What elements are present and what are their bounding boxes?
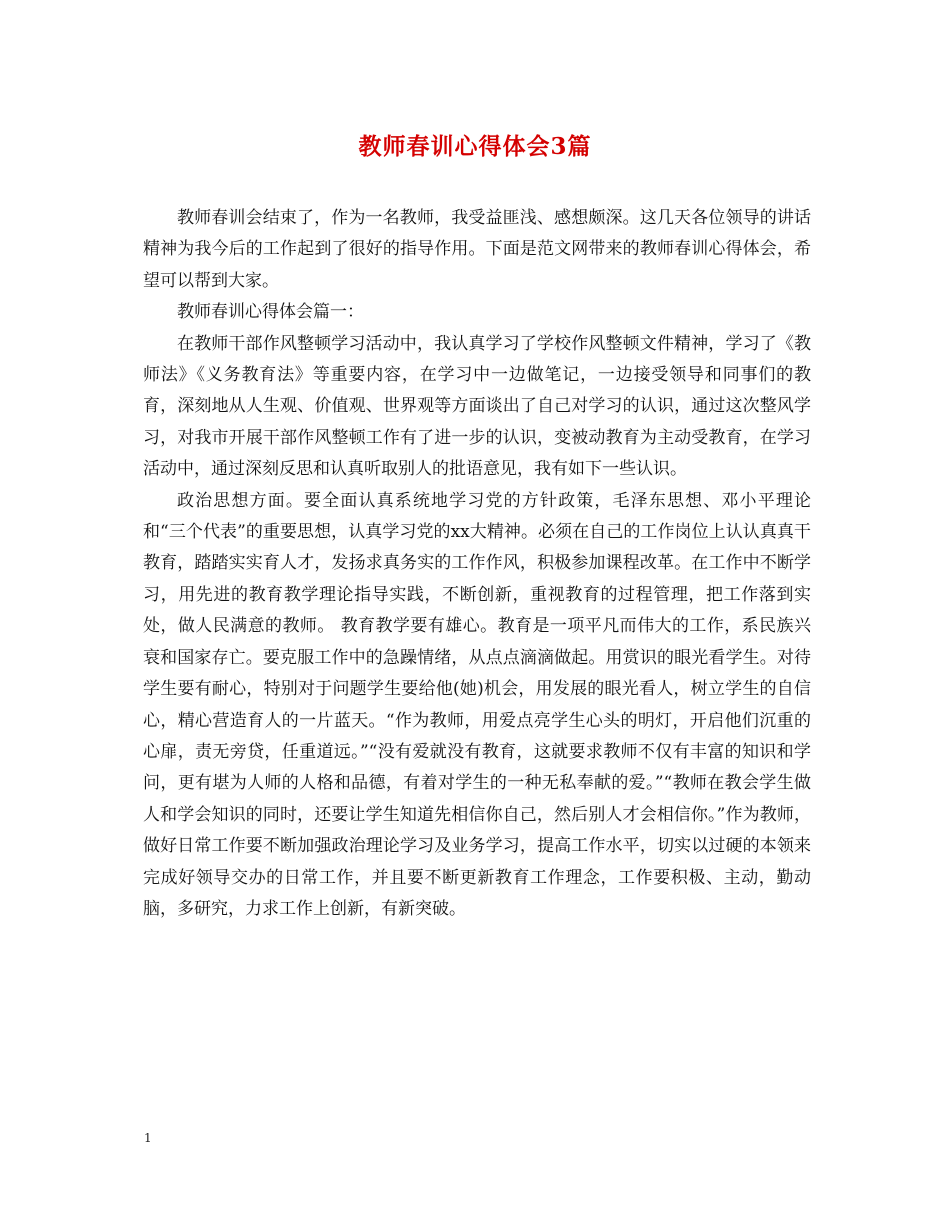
document-title: 教师春训心得体会3篇	[358, 133, 592, 160]
paragraph-intro: 教师春训会结束了，作为一名教师，我受益匪浅、感想颇深。这几天各位领导的讲话精神为我今后的工作起到了很好的指导作用。下面是范文网带来的教师春训心得体会，希望可以帮到大家。	[143, 208, 811, 291]
paragraph-politics: 政治思想方面。要全面认真系统地学习党的方针政策，毛泽东思想、邓小平理论和“三个代表”的重要思想，认真学习党的xx大精神。必须在自己的工作岗位上认认真真干教育，踏踏实实育人才，发扬求真务实的工作作风，积极参加课程改革。在工作中不断学习，用先进的教育教学理论指导实践，不断创新，重视教育的过程管理，把工作落到实处，做人民满意的教师。 教育教学要有雄心。教育是一项平凡而伟大的工作，系民族兴衰和国家存亡。要克服工作中的急躁情绪，从点点滴滴做起。用赏识的眼光看学生。对待学生要有耐心，特别对于问题学生要给他(她)机会，用发展的眼光看人，树立学生的自信心，精心营造育人的一片蓝天。“作为教师，用爱点亮学生心头的明灯，开启他们沉重的心扉，责无旁贷，任重道远。”“没有爱就没有教育，这就要求教师不仅有丰富的知识和学问，更有堪为人师的人格和品德，有着对学生的一种无私奉献的爱。”“教师在教会学生做人和学会知识的同时，还要让学生知道先相信你自己，然后别人才会相信你。”作为教师，做好日常工作要不断加强政治理论学习及业务学习，提高工作水平，切实以过硬的本领来完成好领导交办的日常工作，并且要不断更新教育工作理念，工作要积极、主动，勤动脑，多研究，力求工作上创新，有新突破。	[143, 490, 811, 919]
document-body	[143, 203, 811, 925]
page-number: 1	[144, 1131, 152, 1145]
paragraph-section-heading: 教师春训心得体会篇一：	[177, 302, 364, 323]
paragraph-study: 在教师干部作风整顿学习活动中，我认真学习了学校作风整顿文件精神，学习了《教师法》《义务教育法》等重要内容，在学习中一边做笔记，一边接受领导和同事们的教育，深刻地从人生观、价值观、世界观等方面谈出了自己对学习的认识，通过这次整风学习，对我市开展干部作风整顿工作有了进一步的认识，变被动教育为主动受教育，在学习活动中，通过深刻反思和认真听取别人的批语意见，我有如下一些认识。	[143, 333, 811, 480]
